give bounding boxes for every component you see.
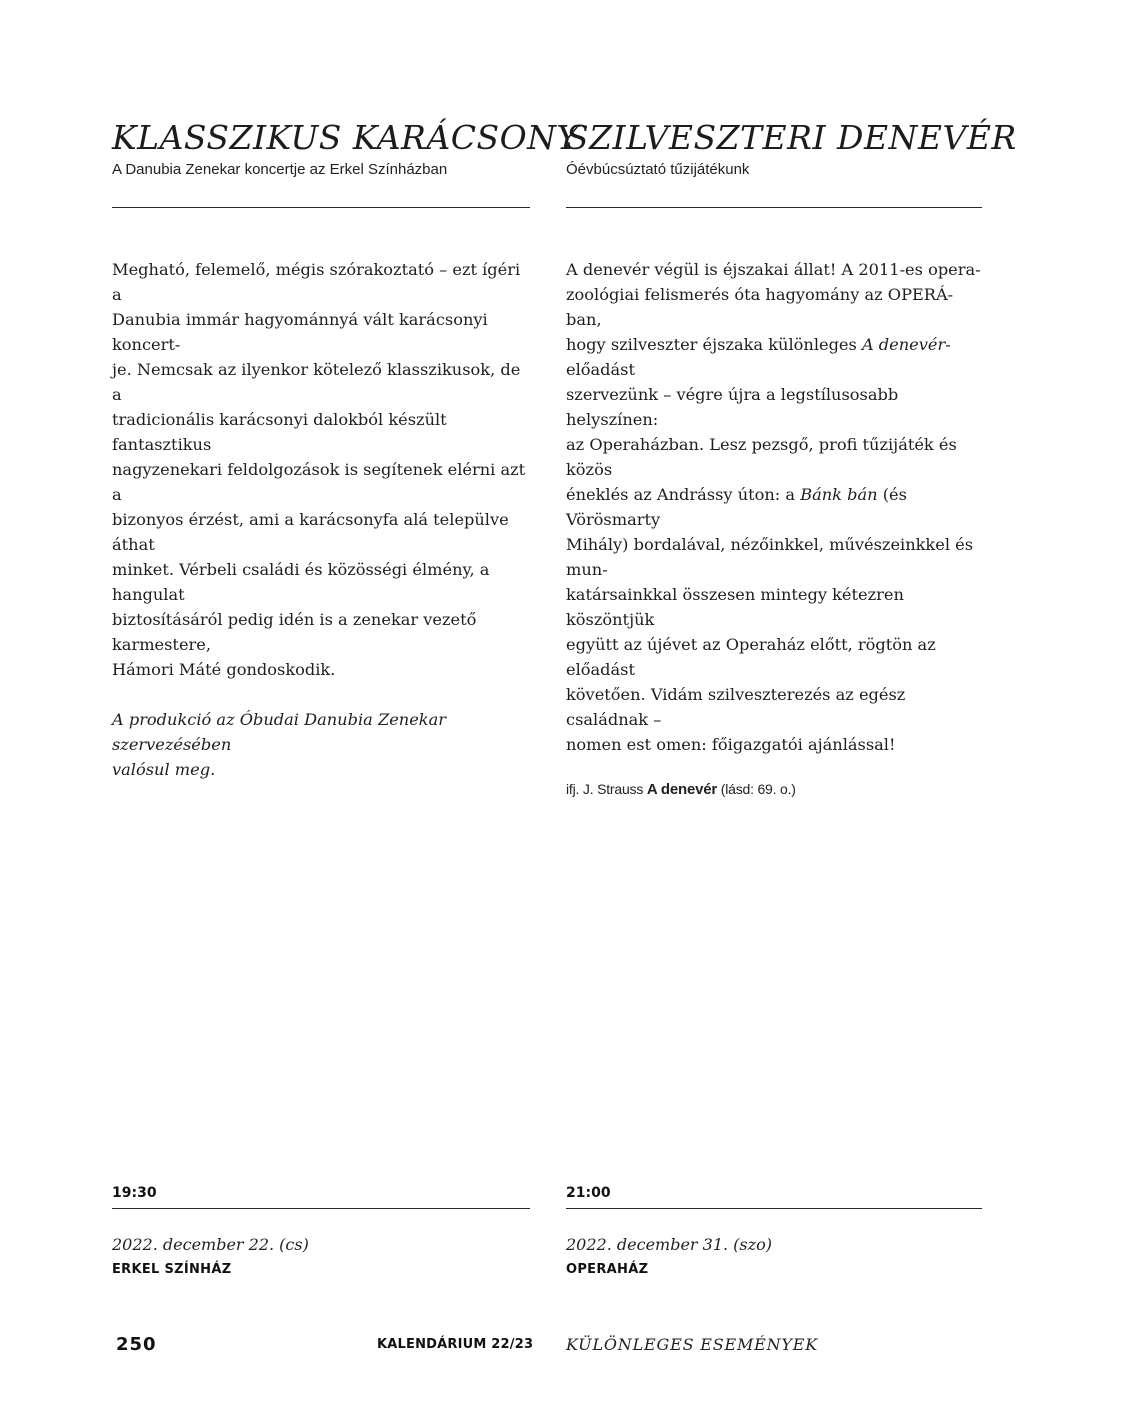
event-column-left [112, 0, 579, 1418]
production-note [112, 707, 530, 782]
text-line: zoológiai felismerés óta hagyomány az OPERÁ-ban, [566, 285, 954, 329]
text-line: éneklés az Andrássy úton: a [566, 485, 801, 504]
section-name: KÜLÖNLEGES ESEMÉNYEK [566, 1335, 818, 1354]
work-credit [566, 779, 982, 800]
text-line: együtt az újévet az Operaház előtt, rögtön az előadást [566, 635, 936, 679]
text-line: -előadást [566, 335, 951, 379]
publication-name: KALENDÁRIUM 22/23 [377, 1337, 534, 1352]
event-subtitle: Óévbúcsúztató tűzijátékunk [566, 161, 750, 178]
divider [566, 1208, 982, 1209]
text-line: valósul meg. [112, 760, 216, 779]
text-line: bizonyos érzést, ami a karácsonyfa alá települve áthat [112, 510, 509, 554]
credit-work: A denevér [646, 781, 718, 798]
page-number: 250 [116, 1334, 157, 1355]
text-line: tradicionális karácsonyi dalokból készült fantasztikus [112, 410, 447, 454]
divider [112, 207, 530, 208]
text-line: szervezünk – végre újra a legstílusosabb helyszínen: [566, 385, 899, 429]
credit-reference: (lásd: 69. o.) [720, 781, 796, 797]
text-line: je. Nemcsak az ilyenkor kötelező klasszikusok, de a [112, 360, 521, 404]
event-date: 2022. december 22. (cs) [112, 1235, 309, 1254]
text-line: Danubia immár hagyománnyá vált karácsonyi koncert- [112, 310, 488, 354]
text-line: biztosításáról pedig idén is a zenekar vezető karmestere, [112, 610, 477, 654]
text-line: minket. Vérbeli családi és közösségi élmény, a hangulat [112, 560, 490, 604]
divider [112, 1208, 530, 1209]
text-line: A denevér végül is éjszakai állat! A 2011-es opera- [566, 260, 981, 279]
work-title: A denevér [861, 335, 946, 354]
text-line: (és Vörösmarty [566, 485, 907, 529]
text-line: nomen est omen: főigazgatói ajánlással! [566, 735, 896, 754]
text-line: Mihály) bordalával, nézőinkkel, művészeinkkel és mun- [566, 535, 974, 579]
work-title: Bánk bán [800, 485, 878, 504]
text-line: Megható, felemelő, mégis szórakoztató – ezt ígéri a [112, 260, 521, 304]
event-title: SZILVESZTERI DENEVÉR [566, 118, 1017, 157]
divider [566, 207, 982, 208]
text-line: az Operaházban. Lesz pezsgő, profi tűzijáték és közös [566, 435, 957, 479]
text-line: hogy szilveszter éjszaka különleges [566, 335, 862, 354]
event-title: KLASSZIKUS KARÁCSONY [112, 118, 579, 157]
description-paragraph [112, 257, 530, 682]
event-time: 19:30 [112, 1185, 157, 1201]
description-paragraph [566, 257, 982, 757]
text-line: követően. Vidám szilveszterezés az egész családnak – [566, 685, 906, 729]
event-date: 2022. december 31. (szo) [566, 1235, 772, 1254]
text-line: Hámori Máté gondoskodik. [112, 660, 336, 679]
text-line: katársainkkal összesen mintegy kétezren köszöntjük [566, 585, 904, 629]
credit-composer: ifj. J. Strauss [566, 781, 644, 797]
event-subtitle: A Danubia Zenekar koncertje az Erkel Színházban [112, 161, 448, 178]
event-venue: ERKEL SZÍNHÁZ [112, 1262, 232, 1277]
event-description [112, 257, 530, 782]
event-description [566, 257, 982, 800]
event-time: 21:00 [566, 1185, 611, 1201]
event-column-right [566, 0, 1017, 1418]
event-venue: OPERAHÁZ [566, 1262, 649, 1277]
text-line: A produkció az Óbudai Danubia Zenekar szervezésében [112, 710, 446, 754]
text-line: nagyzenekari feldolgozások is segítenek elérni azt a [112, 460, 526, 504]
